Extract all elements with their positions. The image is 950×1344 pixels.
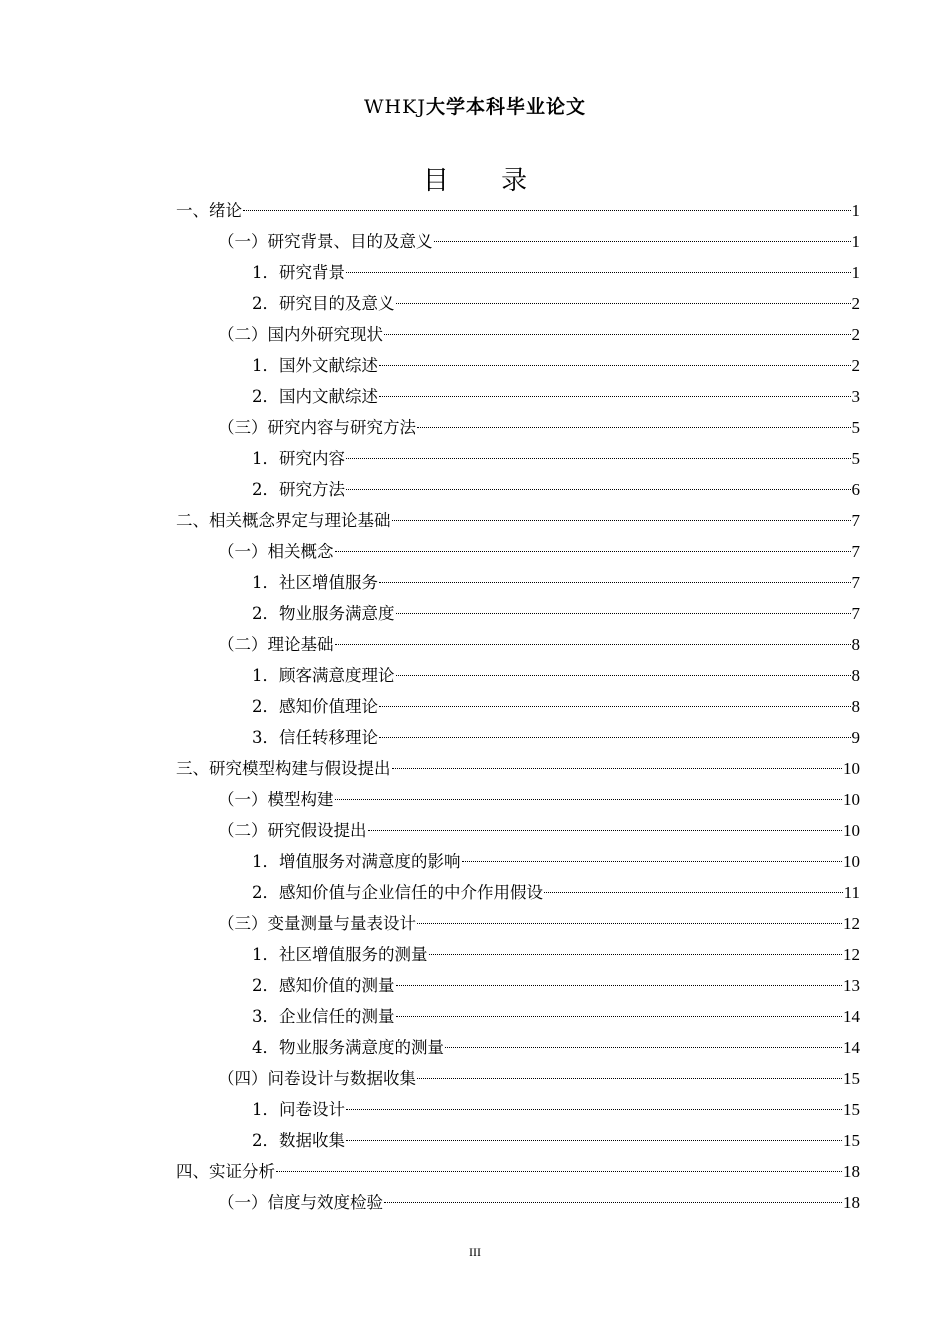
toc-dot-leader bbox=[335, 644, 851, 645]
toc-entry-label: 1．社区增值服务的测量 bbox=[252, 945, 428, 964]
toc-entry-page: 7 bbox=[851, 542, 860, 561]
toc-dot-leader bbox=[335, 799, 843, 800]
toc-dot-leader bbox=[346, 1109, 842, 1110]
toc-entry-page: 2 bbox=[851, 325, 860, 344]
toc-entry-label: 四、实证分析 bbox=[176, 1162, 275, 1181]
toc-dot-leader bbox=[396, 675, 851, 676]
toc-entry-label: 三、研究模型构建与假设提出 bbox=[176, 759, 391, 778]
toc-entry-page: 15 bbox=[843, 1100, 860, 1119]
toc-entry-page: 14 bbox=[843, 1007, 860, 1026]
toc-entry-page: 2 bbox=[851, 356, 860, 375]
toc-entry-page: 10 bbox=[843, 821, 860, 840]
toc-entry-page: 8 bbox=[851, 666, 860, 685]
toc-entry-label: 一、绪论 bbox=[176, 201, 242, 220]
toc-entry-page: 15 bbox=[843, 1069, 860, 1088]
toc-dot-leader bbox=[379, 706, 851, 707]
toc-entry-page: 15 bbox=[843, 1131, 860, 1150]
toc-entry-label: 2．数据收集 bbox=[252, 1131, 345, 1150]
toc-entry[interactable] bbox=[176, 1156, 860, 1187]
toc-entry-page: 18 bbox=[843, 1162, 860, 1181]
toc-entry[interactable] bbox=[176, 1187, 860, 1218]
toc-dot-leader bbox=[335, 551, 851, 552]
toc-entry-label: 3．信任转移理论 bbox=[252, 728, 378, 747]
toc-dot-leader bbox=[396, 303, 851, 304]
toc-entry-label: 2．感知价值理论 bbox=[252, 697, 378, 716]
toc-entry-page: 6 bbox=[851, 480, 860, 499]
toc-entry-label: （二）国内外研究现状 bbox=[218, 325, 383, 344]
toc-entry[interactable] bbox=[176, 288, 860, 319]
toc-entry-label: 2．感知价值的测量 bbox=[252, 976, 395, 995]
toc-entry[interactable] bbox=[176, 939, 860, 970]
toc-dot-leader bbox=[392, 768, 843, 769]
toc-entry[interactable] bbox=[176, 412, 860, 443]
toc-dot-leader bbox=[429, 954, 843, 955]
toc-dot-leader bbox=[392, 520, 851, 521]
toc-dot-leader bbox=[346, 272, 851, 273]
toc-dot-leader bbox=[462, 861, 843, 862]
toc-entry[interactable] bbox=[176, 1001, 860, 1032]
toc-entry[interactable] bbox=[176, 629, 860, 660]
toc-title: 目 录 bbox=[422, 166, 550, 196]
table-of-contents bbox=[176, 195, 860, 1218]
toc-dot-leader bbox=[276, 1171, 842, 1172]
toc-dot-leader bbox=[544, 892, 843, 893]
toc-entry[interactable] bbox=[176, 908, 860, 939]
toc-entry-label: 1．顾客满意度理论 bbox=[252, 666, 395, 685]
toc-entry-label: （四）问卷设计与数据收集 bbox=[218, 1069, 416, 1088]
toc-entry-label: 1．国外文献综述 bbox=[252, 356, 378, 375]
toc-entry-page: 1 bbox=[851, 263, 860, 282]
toc-entry-label: 二、相关概念界定与理论基础 bbox=[176, 511, 391, 530]
toc-entry[interactable] bbox=[176, 784, 860, 815]
toc-dot-leader bbox=[384, 334, 851, 335]
toc-dot-leader bbox=[434, 241, 851, 242]
toc-entry-page: 8 bbox=[851, 697, 860, 716]
toc-dot-leader bbox=[243, 210, 851, 211]
toc-dot-leader bbox=[417, 1078, 842, 1079]
toc-entry-label: 1．研究背景 bbox=[252, 263, 345, 282]
toc-entry-label: （一）模型构建 bbox=[218, 790, 334, 809]
toc-entry[interactable] bbox=[176, 1125, 860, 1156]
toc-entry-label: 4．物业服务满意度的测量 bbox=[252, 1038, 444, 1057]
toc-entry[interactable] bbox=[176, 815, 860, 846]
toc-entry[interactable] bbox=[176, 753, 860, 784]
toc-entry[interactable] bbox=[176, 350, 860, 381]
toc-dot-leader bbox=[417, 923, 842, 924]
toc-dot-leader bbox=[368, 830, 843, 831]
toc-entry-label: 1．研究内容 bbox=[252, 449, 345, 468]
toc-entry[interactable] bbox=[176, 722, 860, 753]
toc-entry-label: 2．感知价值与企业信任的中介作用假设 bbox=[252, 883, 543, 902]
toc-dot-leader bbox=[445, 1047, 842, 1048]
toc-entry[interactable] bbox=[176, 505, 860, 536]
toc-entry[interactable] bbox=[176, 598, 860, 629]
toc-entry-page: 7 bbox=[851, 604, 860, 623]
toc-entry-label: （二）理论基础 bbox=[218, 635, 334, 654]
toc-dot-leader bbox=[396, 613, 851, 614]
toc-dot-leader bbox=[396, 1016, 843, 1017]
toc-entry-page: 14 bbox=[843, 1038, 860, 1057]
toc-entry-page: 12 bbox=[843, 945, 860, 964]
toc-entry[interactable] bbox=[176, 226, 860, 257]
toc-entry-page: 7 bbox=[851, 573, 860, 592]
toc-entry[interactable] bbox=[176, 536, 860, 567]
toc-entry-label: （一）研究背景、目的及意义 bbox=[218, 232, 433, 251]
toc-entry[interactable] bbox=[176, 381, 860, 412]
header-prefix: WHKJ bbox=[364, 96, 426, 118]
toc-entry-page: 10 bbox=[843, 790, 860, 809]
toc-entry-label: （一）信度与效度检验 bbox=[218, 1193, 383, 1212]
document-header bbox=[0, 92, 950, 119]
toc-entry-page: 2 bbox=[851, 294, 860, 313]
toc-entry-page: 18 bbox=[843, 1193, 860, 1212]
toc-dot-leader bbox=[379, 582, 851, 583]
toc-entry-label: 1．社区增值服务 bbox=[252, 573, 378, 592]
toc-entry[interactable] bbox=[176, 877, 860, 908]
toc-entry-page: 9 bbox=[851, 728, 860, 747]
toc-entry[interactable] bbox=[176, 660, 860, 691]
toc-dot-leader bbox=[346, 458, 851, 459]
toc-entry[interactable] bbox=[176, 567, 860, 598]
toc-entry-page: 1 bbox=[851, 201, 860, 220]
toc-entry-label: 2．物业服务满意度 bbox=[252, 604, 395, 623]
toc-entry[interactable] bbox=[176, 195, 860, 226]
toc-entry-label: （三）变量测量与量表设计 bbox=[218, 914, 416, 933]
toc-entry-label: 2．国内文献综述 bbox=[252, 387, 378, 406]
toc-entry[interactable] bbox=[176, 474, 860, 505]
toc-dot-leader bbox=[396, 985, 843, 986]
toc-entry-page: 3 bbox=[851, 387, 860, 406]
toc-entry-page: 12 bbox=[843, 914, 860, 933]
toc-entry-page: 7 bbox=[851, 511, 860, 530]
toc-entry[interactable] bbox=[176, 970, 860, 1001]
toc-entry[interactable] bbox=[176, 691, 860, 722]
toc-entry[interactable] bbox=[176, 1032, 860, 1063]
toc-entry[interactable] bbox=[176, 257, 860, 288]
toc-entry-label: 1．问卷设计 bbox=[252, 1100, 345, 1119]
toc-entry-label: 3．企业信任的测量 bbox=[252, 1007, 395, 1026]
toc-entry-page: 13 bbox=[843, 976, 860, 995]
toc-entry-page: 11 bbox=[843, 883, 860, 902]
toc-dot-leader bbox=[379, 737, 851, 738]
toc-dot-leader bbox=[417, 427, 851, 428]
toc-entry-page: 5 bbox=[851, 449, 860, 468]
page-number: III bbox=[469, 1245, 481, 1259]
toc-entry-page: 5 bbox=[851, 418, 860, 437]
toc-entry[interactable] bbox=[176, 1063, 860, 1094]
toc-entry-label: （二）研究假设提出 bbox=[218, 821, 367, 840]
toc-dot-leader bbox=[379, 396, 851, 397]
toc-entry[interactable] bbox=[176, 846, 860, 877]
toc-entry-label: 1．增值服务对满意度的影响 bbox=[252, 852, 461, 871]
toc-entry-label: （三）研究内容与研究方法 bbox=[218, 418, 416, 437]
toc-entry[interactable] bbox=[176, 443, 860, 474]
toc-dot-leader bbox=[379, 365, 851, 366]
toc-dot-leader bbox=[346, 489, 851, 490]
toc-entry-page: 8 bbox=[851, 635, 860, 654]
toc-dot-leader bbox=[384, 1202, 842, 1203]
toc-entry[interactable] bbox=[176, 319, 860, 350]
toc-entry-page: 10 bbox=[843, 759, 860, 778]
toc-entry-page: 10 bbox=[843, 852, 860, 871]
toc-entry-label: 2．研究目的及意义 bbox=[252, 294, 395, 313]
toc-entry[interactable] bbox=[176, 1094, 860, 1125]
toc-entry-label: 2．研究方法 bbox=[252, 480, 345, 499]
toc-dot-leader bbox=[346, 1140, 842, 1141]
toc-entry-label: （一）相关概念 bbox=[218, 542, 334, 561]
header-school-name: 大学本科毕业论文 bbox=[425, 96, 586, 118]
toc-entry-page: 1 bbox=[851, 232, 860, 251]
